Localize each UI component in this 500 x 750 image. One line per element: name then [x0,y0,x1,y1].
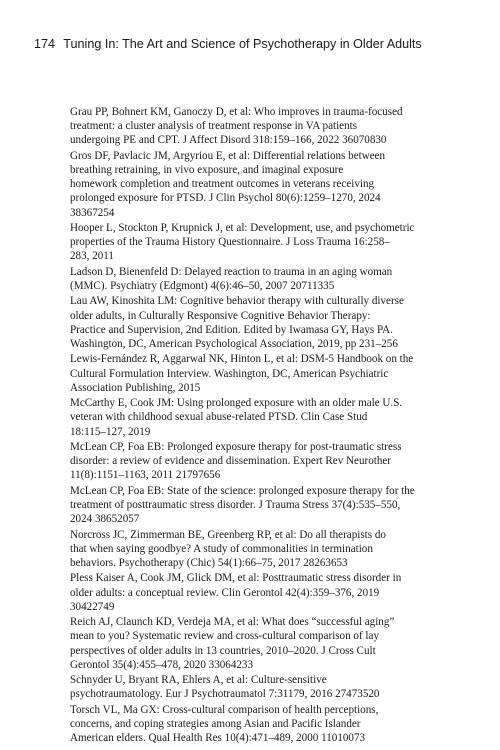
reference-line: Schnyder U, Bryant RA, Ehlers A, et al: Culture-sensitive [70,674,327,687]
reference-line: mean to you? Systematic review and cross-cultural comparison of lay [70,630,379,643]
reference-entry [70,528,470,571]
reference-line: that when saying goodbye? A study of commonalities in termination [70,542,373,555]
reference-line: perspectives of older adults in 13 countries, 2010–2020. J Cross Cult [70,644,376,657]
reference-line: 2024 38652057 [70,513,140,526]
reference-line: treatment: a cluster analysis of treatment response in VA patients [70,120,358,133]
reference-entry [70,221,470,264]
reference-line: psychotraumatology. Eur J Psychotraumatol 7:31179, 2016 27473520 [70,688,380,701]
reference-line: Hooper L, Stockton P, Krupnick J, et al: Development, use, and psychometric [70,222,415,234]
reference-list [70,105,470,747]
reference-line: Association Publishing, 2015 [70,381,201,394]
reference-entry [70,105,470,148]
reference-line: Torsch VL, Ma GX: Cross-cultural comparison of health perceptions, [70,703,379,716]
reference-line: (MMC). Psychiatry (Edgmont) 4(6):46–50, 2007 20711335 [70,280,335,292]
reference-line: properties of the Trauma History Questionnaire. J Loss Trauma 16:258– [70,236,390,249]
page-number: 174 [34,37,56,51]
reference-line: breathing retraining, in vivo exposure, and imaginal exposure [70,164,344,176]
reference-line: concerns, and coping strategies among Asian and Pacific Islander [70,717,361,730]
reference-line: Grau PP, Bohnert KM, Ganoczy D, et al: Who improves in trauma-focused [70,106,403,118]
reference-line: Cultural Formulation Interview. Washington, DC, American Psychiatric [70,367,389,380]
reference-line: 18:115–127, 2019 [70,425,151,438]
reference-line: Lau AW, Kinoshita LM: Cognitive behavior therapy with culturally diverse [70,295,404,308]
reference-entry [70,484,470,527]
reference-line: McLean CP, Foa EB: Prolonged exposure therapy for post-traumatic stress [70,440,402,453]
reference-line: 11(8):1151–1163, 2011 21797656 [70,469,221,482]
reference-line: undergoing PE and CPT. J Affect Disord 318:159–166, 2022 36070830 [70,134,387,147]
reference-entry [70,352,470,395]
reference-line: McLean CP, Foa EB: State of the science: prolonged exposure therapy for the [70,484,415,497]
running-title: Tuning In: The Art and Science of Psychotherapy in Older Adults [63,37,422,51]
reference-line: McCarthy E, Cook JM: Using prolonged exposure with an older male U.S. [70,397,403,410]
reference-line: Gros DF, Pavlacic JM, Argyriou E, et al: Differential relations between [70,149,386,162]
reference-line: Reich AJ, Claunch KD, Verdeja MA, et al: What does “successful aging” [70,616,395,629]
reference-line: older adults: a conceptual review. Clin Gerontol 42(4):359–376, 2019 [70,586,380,599]
reference-line: Lewis-Fernández R, Aggarwal NK, Hinton L, et al: DSM-5 Handbook on the [70,353,414,366]
reference-line: 38367254 [70,206,115,219]
page-header [34,37,422,51]
reference-line: older adults, in Culturally Responsive Cognitive Behavior Therapy: [70,309,371,322]
reference-line: disorder: a review of evidence and dissemination. Expert Rev Neurother [70,455,391,468]
reference-entry [70,149,470,220]
reference-entry [70,294,470,351]
reference-entry [70,396,470,439]
reference-line: Ladson D, Bienenfeld D: Delayed reaction to trauma in an aging woman [70,265,393,278]
reference-line: prolonged exposure for PTSD. J Clin Psychol 80(6):1259–1270, 2024 [70,192,381,205]
reference-entry [70,440,470,483]
reference-entry [70,703,470,746]
reference-line: treatment of posttraumatic stress disorder. J Trauma Stress 37(4):535–550, [70,498,401,511]
reference-line: Washington, DC, American Psychological Association, 2019, pp 231–256 [70,338,398,350]
reference-line: 30422749 [70,600,115,613]
reference-line: behaviors. Psychotherapy (Chic) 54(1):66–75, 2017 28263653 [70,556,348,569]
reference-line: 283, 2011 [70,250,114,263]
reference-entry [70,673,470,701]
reference-line: veteran with childhood sexual abuse-related PTSD. Clin Case Stud [70,411,368,424]
reference-line: American elders. Qual Health Res 10(4):471–489, 2000 11010073 [70,732,366,745]
reference-line: Practice and Supervision, 2nd Edition. Edited by Iwamasa GY, Hays PA. [70,323,393,336]
reference-line: Pless Kaiser A, Cook JM, Glick DM, et al: Posttraumatic stress disorder in [70,572,402,585]
reference-entry [70,265,470,293]
reference-entry [70,615,470,672]
reference-line: Norcross JC, Zimmerman BE, Greenberg RP, et al: Do all therapists do [70,528,386,541]
reference-line: Gerontol 35(4):455–478, 2020 33064233 [70,658,254,671]
reference-line: homework completion and treatment outcomes in veterans receiving [70,178,375,191]
reference-entry [70,571,470,614]
